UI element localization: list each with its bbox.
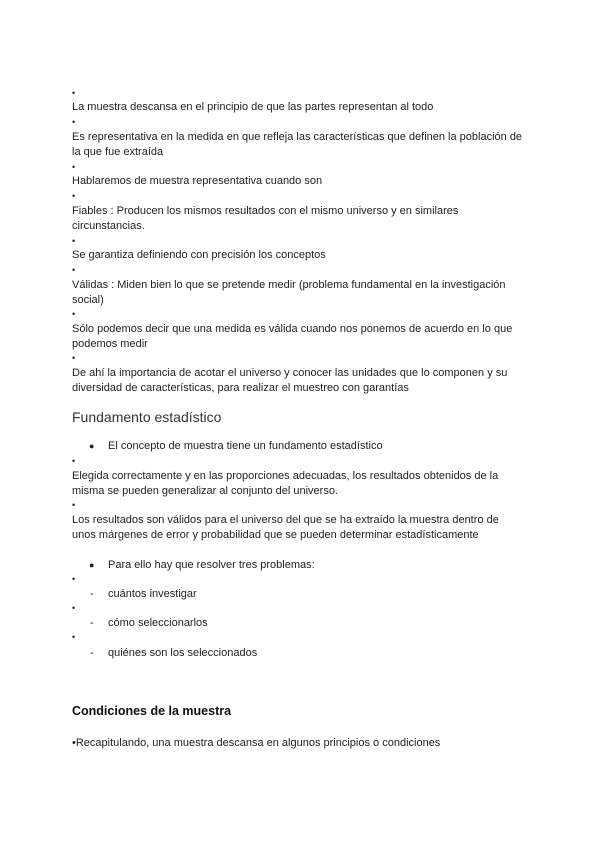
dot-bullet: ●	[89, 560, 95, 570]
bullet-marker: •	[72, 456, 76, 466]
list-item: quiénes son los seleccionados	[108, 647, 258, 659]
paragraph-line: •Recapitulando, una muestra descansa en algunos principios o condiciones	[72, 737, 441, 749]
paragraph-line: social)	[72, 294, 104, 306]
paragraph-line: diversidad de características, para realizar el muestreo con garantías	[72, 382, 409, 394]
list-item: cuántos investigar	[108, 588, 197, 600]
paragraph-line: Los resultados son válidos para el universo del que se ha extraído la muestra dentro de	[72, 514, 499, 526]
bullet-marker: •	[72, 88, 76, 98]
paragraph-line: unos márgenes de error y probabilidad que se pueden determinar estadísticamente	[72, 529, 479, 541]
paragraph-line: Hablaremos de muestra representativa cuando son	[72, 175, 323, 187]
bullet-marker: •	[72, 632, 76, 642]
bullet-marker: •	[72, 191, 76, 201]
paragraph-line: Elegida correctamente y en las proporciones adecuadas, los resultados obtenidos de la	[72, 470, 499, 482]
bullet-marker: •	[72, 236, 76, 246]
paragraph-line: misma se pueden generalizar al conjunto del universo.	[72, 485, 338, 497]
paragraph-line: Se garantiza definiendo con precisión los conceptos	[72, 249, 326, 261]
dash-marker: -	[90, 588, 94, 600]
bullet-marker: •	[72, 117, 76, 127]
section-heading: Condiciones de la muestra	[72, 704, 232, 718]
dash-marker: -	[90, 617, 94, 629]
paragraph-line: podemos medir	[72, 338, 148, 350]
bullet-marker: •	[72, 574, 76, 584]
list-item: Para ello hay que resolver tres problemas:	[108, 559, 315, 571]
paragraph-line: Es representativa en la medida en que refleja las características que definen la población de	[72, 131, 523, 143]
bullet-marker: •	[72, 353, 76, 363]
bullet-marker: •	[72, 265, 76, 275]
paragraph-line: Válidas : Miden bien lo que se pretende medir (problema fundamental en la investigación	[72, 279, 506, 291]
paragraph-line: La muestra descansa en el principio de que las partes representan al todo	[72, 101, 434, 113]
paragraph-line: circunstancias.	[72, 220, 145, 232]
dot-bullet: ●	[89, 441, 95, 451]
dash-marker: -	[90, 647, 94, 659]
list-item: El concepto de muestra tiene un fundamento estadístico	[108, 440, 383, 452]
bullet-marker: •	[72, 603, 76, 613]
paragraph-line: la que fue extraída	[72, 146, 164, 158]
list-item: cómo seleccionarlos	[108, 617, 208, 629]
section-heading: Fundamento estadístico	[72, 409, 222, 425]
bullet-marker: •	[72, 309, 76, 319]
paragraph-line: De ahí la importancia de acotar el universo y conocer las unidades que lo componen y su	[72, 367, 508, 379]
paragraph-line: Fiables : Producen los mismos resultados con el mismo universo y en similares	[72, 205, 459, 217]
bullet-marker: •	[72, 500, 76, 510]
bullet-marker: •	[72, 162, 76, 172]
paragraph-line: Sólo podemos decir que una medida es válida cuando nos ponemos de acuerdo en lo que	[72, 323, 513, 335]
